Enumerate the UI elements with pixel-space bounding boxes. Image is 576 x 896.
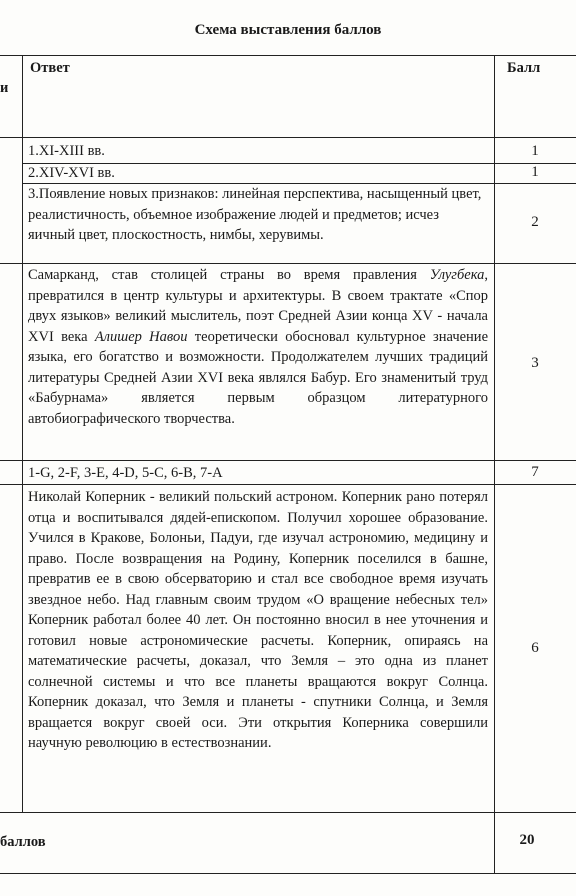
answer-text-italic: Улугбека — [429, 267, 485, 283]
score-cell: 1 — [531, 164, 539, 180]
answer-cell — [28, 265, 488, 429]
score-cell: 2 — [531, 214, 539, 230]
page-title: Схема выставления баллов — [194, 22, 382, 38]
score-cell: 7 — [531, 464, 539, 480]
total-label: баллов — [0, 834, 46, 850]
score-cell: 6 — [531, 640, 539, 656]
answer-text-italic: Алишер Навои — [94, 328, 188, 345]
answer-cell: Николай Коперник - великий польский астроном. Коперник рано потерял отца и воспитывался дядей-епископом. Получил хорошее образование. Учился в Кракове, Болоньи, Падуи, где изучал астрономию, медицину и право. После возвращения на Родину, Коперник поселился в башне, превратив ее в свою обсерваторию и стал все свободное время изучать звездное небо. Над главным своим трудом «О вращение небесных тел» Коперник работал более 40 лет. Он постоянно вносил в нее уточнения и готовил новые астрономические расчеты. Коперник, опираясь на математические расчеты, доказал, что Земля – это одна из планет солнечной системы и что все планеты вращаются вокруг Солнца. Коперник доказал, что Земля и планеты - спутники Солнца, и Земля вращается вокруг своей оси. Эти открытия Коперника совершили научную революцию в естествознании. — [28, 489, 488, 751]
answer-text: , превратился в центр культуры и архитектуры. В своем трактате «Спор двух языков» великий мыслитель, поэт Средней Азии конца XV - начала XVI века — [28, 267, 488, 345]
answer-text: Самарканд, став столицей страны во время правления — [28, 267, 430, 283]
header-answer: Ответ — [30, 60, 70, 76]
header-score: Балл — [507, 60, 541, 76]
answer-cell: 1.XI-XIII вв. — [28, 143, 105, 159]
score-cell: 1 — [531, 143, 539, 159]
total-score: 20 — [519, 832, 535, 848]
answer-cell: 1-G, 2-F, 3-E, 4-D, 5-C, 6-B, 7-A — [28, 465, 223, 481]
answer-cell: 2.XIV-XVI вв. — [28, 165, 115, 181]
score-cell: 3 — [531, 355, 539, 371]
header-left-fragment: и — [0, 80, 9, 96]
answer-cell: 3.Появление новых признаков: линейная перспектива, насыщенный цвет, реалистичность, объемное изображение людей и предметов; исчез яичный цвет, плоскостность, нимбы, херувимы. — [28, 186, 482, 243]
answer-text: теоретически обосновал культурное значение языка, его богатство и возможности. Продолжателем лучших традиций литературы Средней Азии XVI века являлся Бабур. Его знаменитый труд «Бабурнама» является первым образцом литературного автобиографического творчества. — [28, 328, 489, 427]
